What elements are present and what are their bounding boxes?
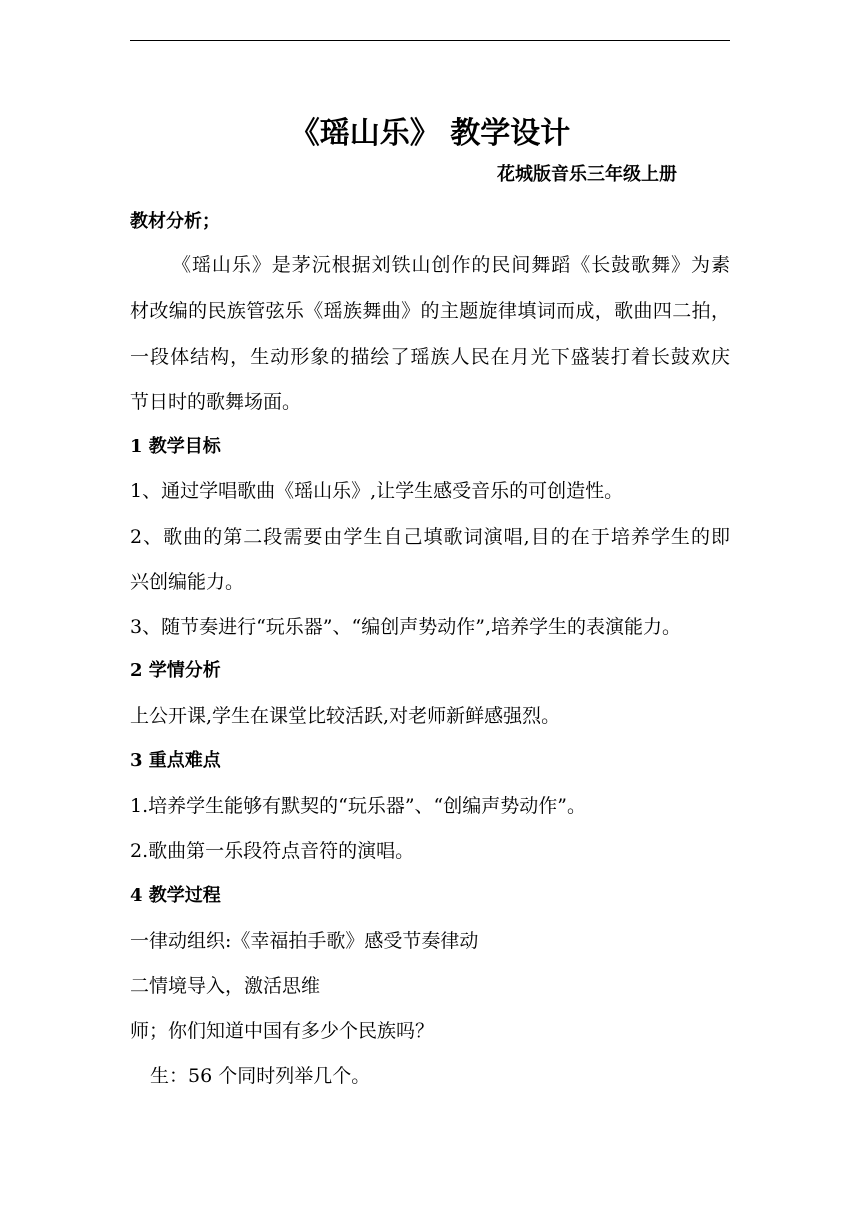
heading-situation: 2 学情分析	[130, 660, 221, 681]
heading-process: 4 教学过程	[130, 885, 221, 906]
material-line-3: 一段体结构，生动形象的描绘了瑶族人民在月光下盛装打着长鼓欢庆	[130, 346, 730, 368]
document-title: 《瑶山乐》 教学设计	[289, 116, 571, 151]
goal-3: 3、随节奏进行“玩乐器”、“编创声势动作”,培养学生的表演能力。	[130, 616, 681, 638]
goal-1: 1、通过学唱歌曲《瑶山乐》,让学生感受音乐的可创造性。	[130, 480, 624, 502]
heading-keypoints: 3 重点难点	[130, 750, 221, 771]
situation-text: 上公开课,学生在课堂比较活跃,对老师新鲜感强烈。	[130, 705, 561, 727]
process-3: 师；你们知道中国有多少个民族吗？	[130, 1020, 435, 1042]
process-1: 一律动组织:《幸福拍手歌》感受节奏律动	[130, 930, 479, 952]
process-4: 生：56 个同时列举几个。	[150, 1065, 371, 1087]
document-subtitle: 花城版音乐三年级上册	[497, 164, 677, 185]
material-line-1: 《瑶山乐》是茅沅根据刘铁山创作的民间舞蹈《长鼓歌舞》为素	[172, 254, 730, 276]
heading-material: 教材分析；	[130, 211, 220, 232]
header-rule	[130, 40, 730, 41]
keypoint-1: 1.培养学生能够有默契的“玩乐器”、“创编声势动作”。	[130, 795, 586, 817]
heading-goals: 1 教学目标	[130, 436, 221, 457]
goal-2-line-2: 兴创编能力。	[130, 571, 245, 593]
keypoint-2: 2.歌曲第一乐段符点音符的演唱。	[130, 840, 415, 862]
process-2: 二情境导入，激活思维	[130, 975, 321, 997]
material-line-2: 材改编的民族管弦乐《瑶族舞曲》的主题旋律填词而成，歌曲四二拍，	[130, 300, 730, 322]
goal-2-line-1: 2、歌曲的第二段需要由学生自己填歌词演唱,目的在于培养学生的即	[130, 526, 730, 548]
material-line-4: 节日时的歌舞场面。	[130, 391, 302, 413]
